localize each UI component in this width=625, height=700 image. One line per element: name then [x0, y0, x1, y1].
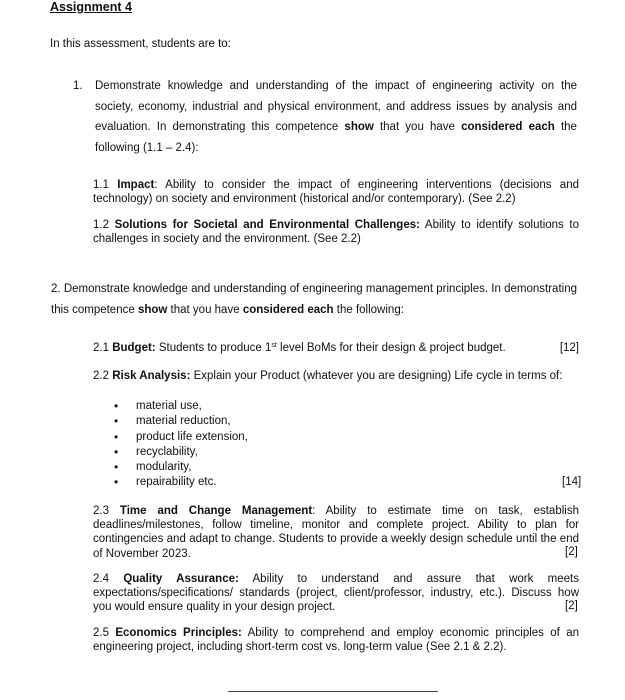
assignment-title: Assignment 4	[50, 0, 132, 14]
list-item: • material use,	[114, 399, 248, 414]
footer-divider	[228, 691, 438, 692]
subsection-2-3-time: 2.3 Time and Change Management: Ability to estimate time on task, establish deadlines/milestones, follow timeline, monitor and complete project. Ability to plan for contingencies and adapt to change. Students to provide a weekly design schedule until the end of November 2023.	[93, 505, 579, 560]
subsection-1-2: 1.2 Solutions for Societal and Environmental Challenges: Ability to identify solutions to challenges in society and the environment. (See 2.2)	[93, 219, 579, 245]
subsection-1-1: 1.1 Impact: Ability to consider the impact of engineering interventions (decisions and technology) on society and environment (historical and/or contemporary). (See 2.2)	[93, 179, 579, 205]
budget-marks: [12]	[559, 342, 579, 354]
list-item: • material reduction,	[114, 414, 248, 429]
risk-bullet-list	[114, 399, 248, 491]
subsection-2-5-economics: 2.5 Economics Principles: Ability to comprehend and employ economic principles of an engineering project, including short-term cost vs. long-term value (See 2.1 & 2.2).	[93, 627, 579, 654]
intro-text: In this assessment, students are to:	[50, 38, 231, 50]
section-1-text: Demonstrate knowledge and understanding of the impact of engineering activity on the society, economy, industrial and physical environment, and address issues by analysis and evaluation. In demonstrating this competence show that you have considered each the following (1.1 – 2.4):	[95, 80, 577, 154]
section-2-text: 2. Demonstrate knowledge and understanding of engineering management principles. In demonstrating this competence show that you have considered each the following:	[51, 283, 577, 316]
section-1-number: 1.	[73, 80, 83, 92]
list-item: • recyclability,	[114, 445, 248, 460]
time-marks: [2]	[565, 546, 578, 558]
risk-marks: [14]	[562, 476, 582, 488]
subsection-2-4-quality: 2.4 Quality Assurance: Ability to understand and assure that work meets expectations/specifications/ standards (project, client/professor, industry, etc.). Discuss how you would ensure quality in your design project.	[93, 573, 579, 614]
list-item: • product life extension,	[114, 430, 248, 445]
subsection-2-2-risk: 2.2 Risk Analysis: Explain your Product (whatever you are designing) Life cycle in terms of:	[93, 370, 563, 382]
quality-marks: [2]	[565, 600, 578, 612]
list-item: • repairability etc.	[114, 475, 248, 490]
subsection-2-1-budget: 2.1 Budget: Students to produce 1st level BoMs for their design & project budget. [12]	[93, 342, 579, 354]
list-item: • modularity,	[114, 460, 248, 475]
